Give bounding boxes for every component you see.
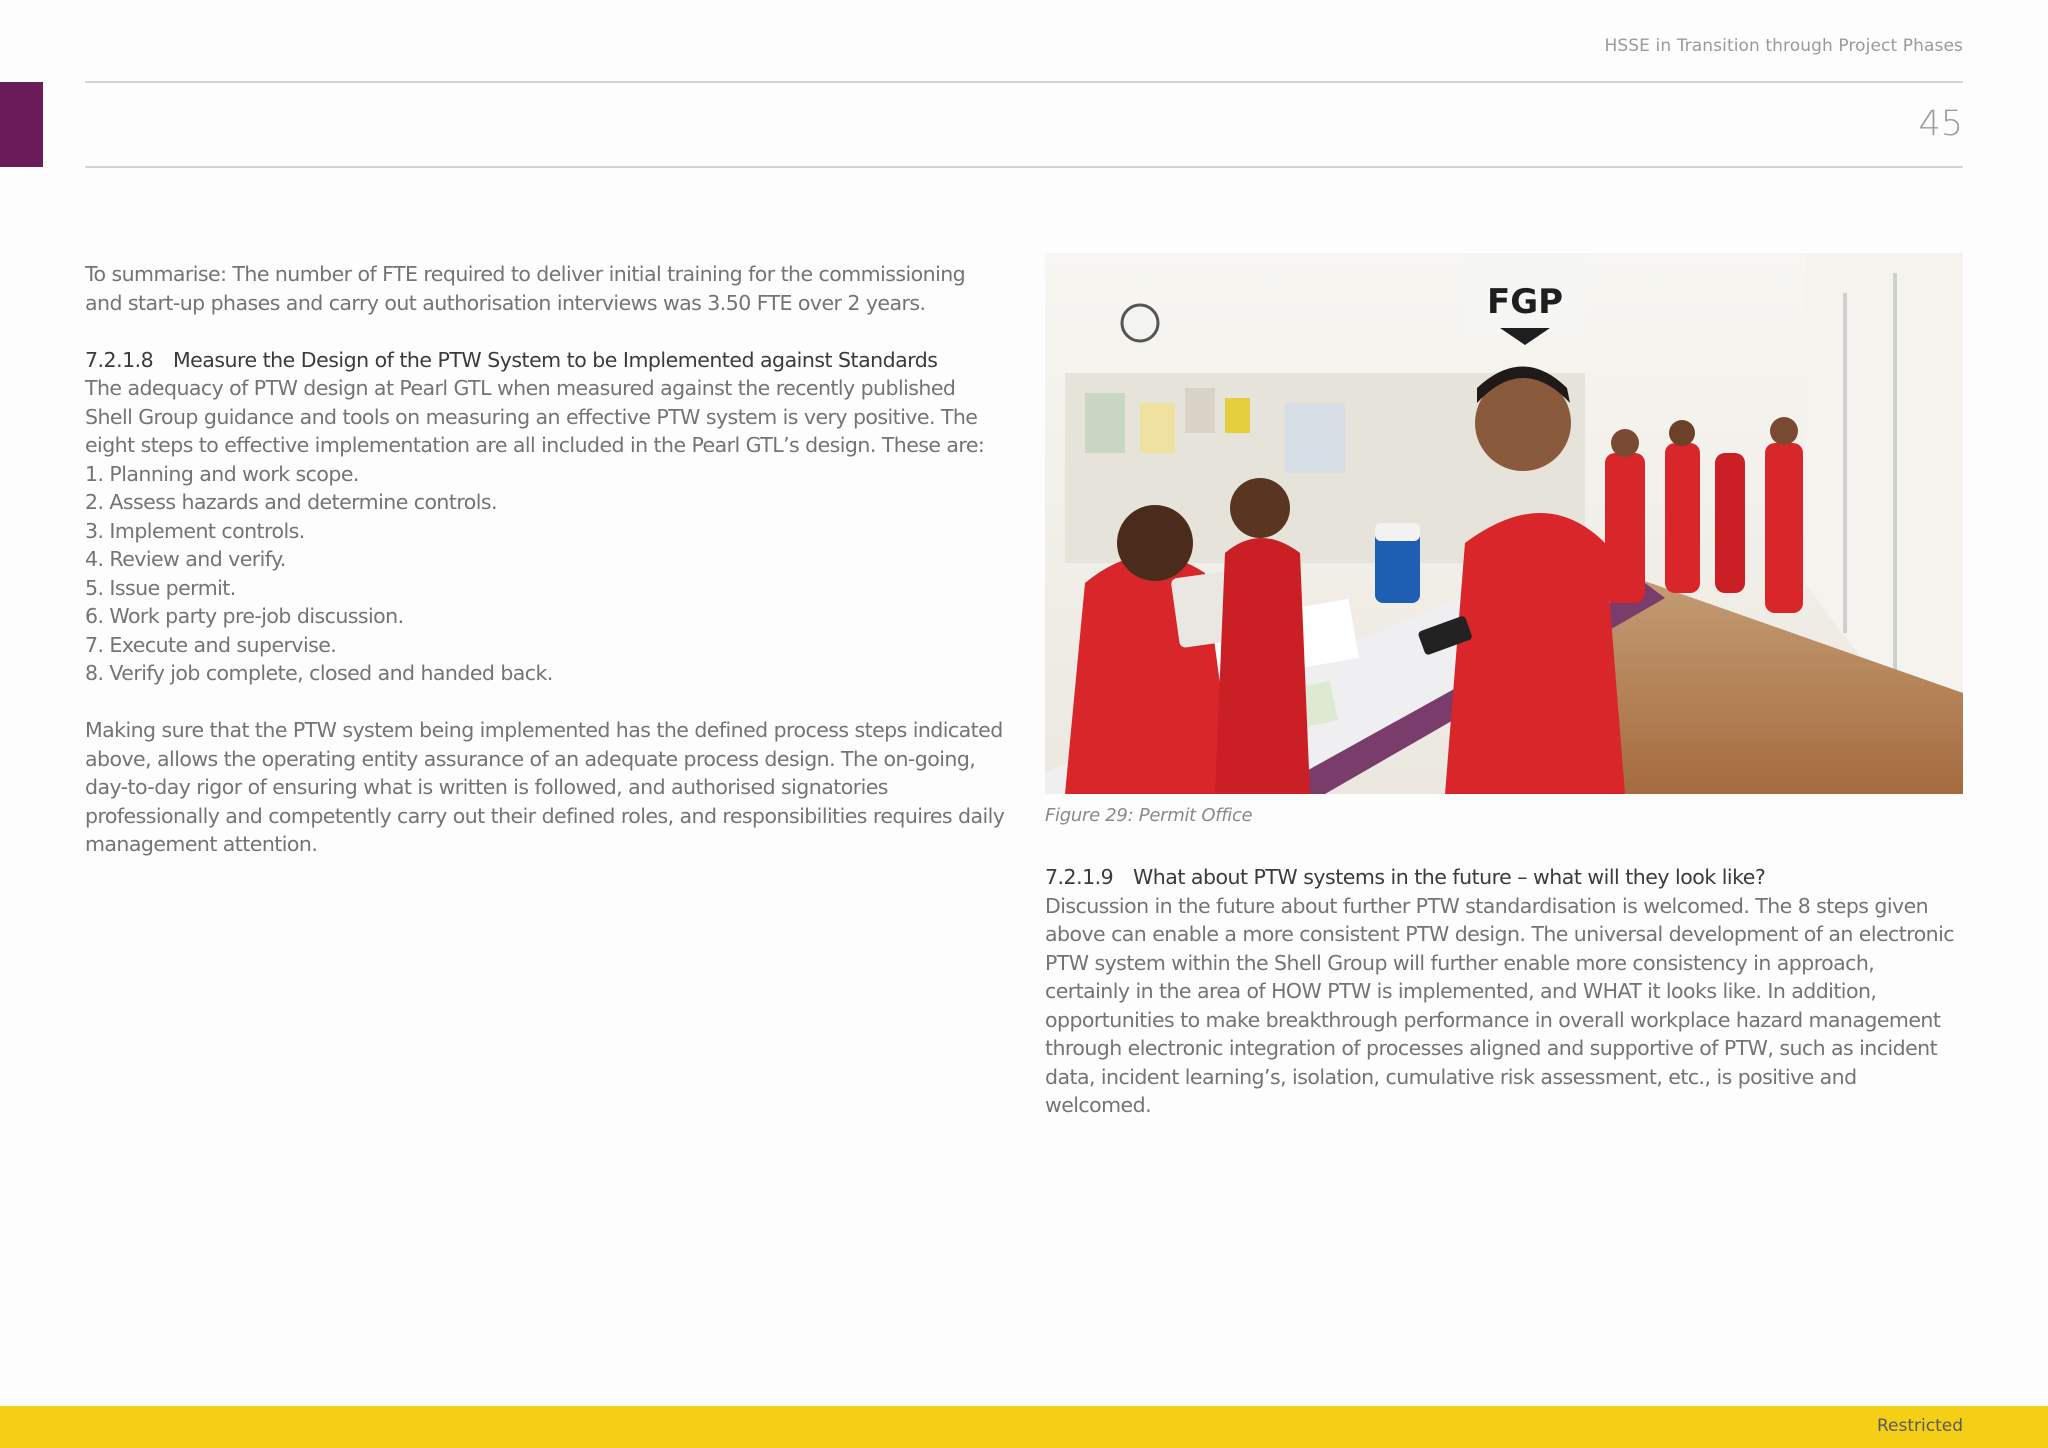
footer-band	[0, 1406, 2048, 1448]
page-number: 45	[1918, 104, 1963, 144]
summary-paragraph: To summarise: The number of FTE required to deliver initial training for the commissioning and start-up phases and carry out authorisation interviews was 3.50 FTE over 2 years.	[85, 262, 966, 315]
header-rule-top	[85, 81, 1963, 83]
list-item: 6. Work party pre-job discussion.	[85, 604, 404, 628]
spacer	[85, 688, 1005, 717]
section-heading-7-2-1-9	[1045, 863, 1963, 892]
right-column	[1045, 253, 1963, 1120]
closing-paragraph: Making sure that the PTW system being implemented has the defined process steps indicated above, allows the operating entity assurance of an adequate process design. The on-going, day-to-day rigor of ensuring what is written is followed, and authorised signatories professionally and competently carry out their defined roles, and responsibilities requires daily management attention.	[85, 718, 1005, 856]
photo-illustration	[1045, 253, 1963, 794]
list-item: 3. Implement controls.	[85, 518, 305, 543]
left-column	[85, 260, 1005, 859]
running-head: HSSE in Transition through Project Phases	[1604, 36, 1963, 56]
permit-office-photo	[1045, 253, 1963, 794]
section-heading-7-2-1-8	[85, 346, 1005, 375]
accent-bar	[0, 82, 43, 167]
steps-list	[85, 460, 1005, 688]
section-title: What about PTW systems in the future – what will they look like?	[1133, 865, 1766, 889]
list-item: 5. Issue permit.	[85, 575, 236, 600]
spacer	[1045, 828, 1963, 863]
section-body: Discussion in the future about further PTW standardisation is welcomed. The 8 steps given above can enable a more consistent PTW design. The universal development of an electronic PTW system within the Shell Group will further enable more consistency in approach, certainly in the area of HOW PTW is implemented, and WHAT it looks like. In addition, opportunities to make breakthrough performance in overall workplace hazard management through electronic integration of processes aligned and supportive of PTW, such as incident data, incident learning’s, isolation, cumulative risk assessment, etc., is positive and welcomed.	[1045, 893, 1954, 1117]
list-item: 2. Assess hazards and determine controls.	[85, 490, 498, 514]
classification-label: Restricted	[1876, 1416, 1963, 1436]
list-item: 4. Review and verify.	[85, 547, 286, 571]
fgp-sign-text: FGP	[1486, 282, 1564, 322]
spacer	[85, 317, 1005, 346]
list-item: 8. Verify job complete, closed and handed back.	[85, 661, 553, 685]
section-body: The adequacy of PTW design at Pearl GTL when measured against the recently published Shell Group guidance and tools on measuring an effective PTW system is very positive. The eight steps to effective implementation are all included in the Pearl GTL’s design. These are:	[85, 376, 985, 457]
header-rule-bottom	[85, 166, 1963, 168]
list-item: 1. Planning and work scope.	[85, 461, 359, 486]
wall-clock	[1122, 305, 1158, 341]
list-item: 7. Execute and supervise.	[85, 632, 337, 657]
section-title: Measure the Design of the PTW System to be Implemented against Standards	[173, 347, 938, 372]
section-number: 7.2.1.9	[1045, 865, 1114, 889]
section-number: 7.2.1.8	[85, 347, 154, 372]
figure-caption: Figure 29: Permit Office	[1045, 805, 1253, 826]
